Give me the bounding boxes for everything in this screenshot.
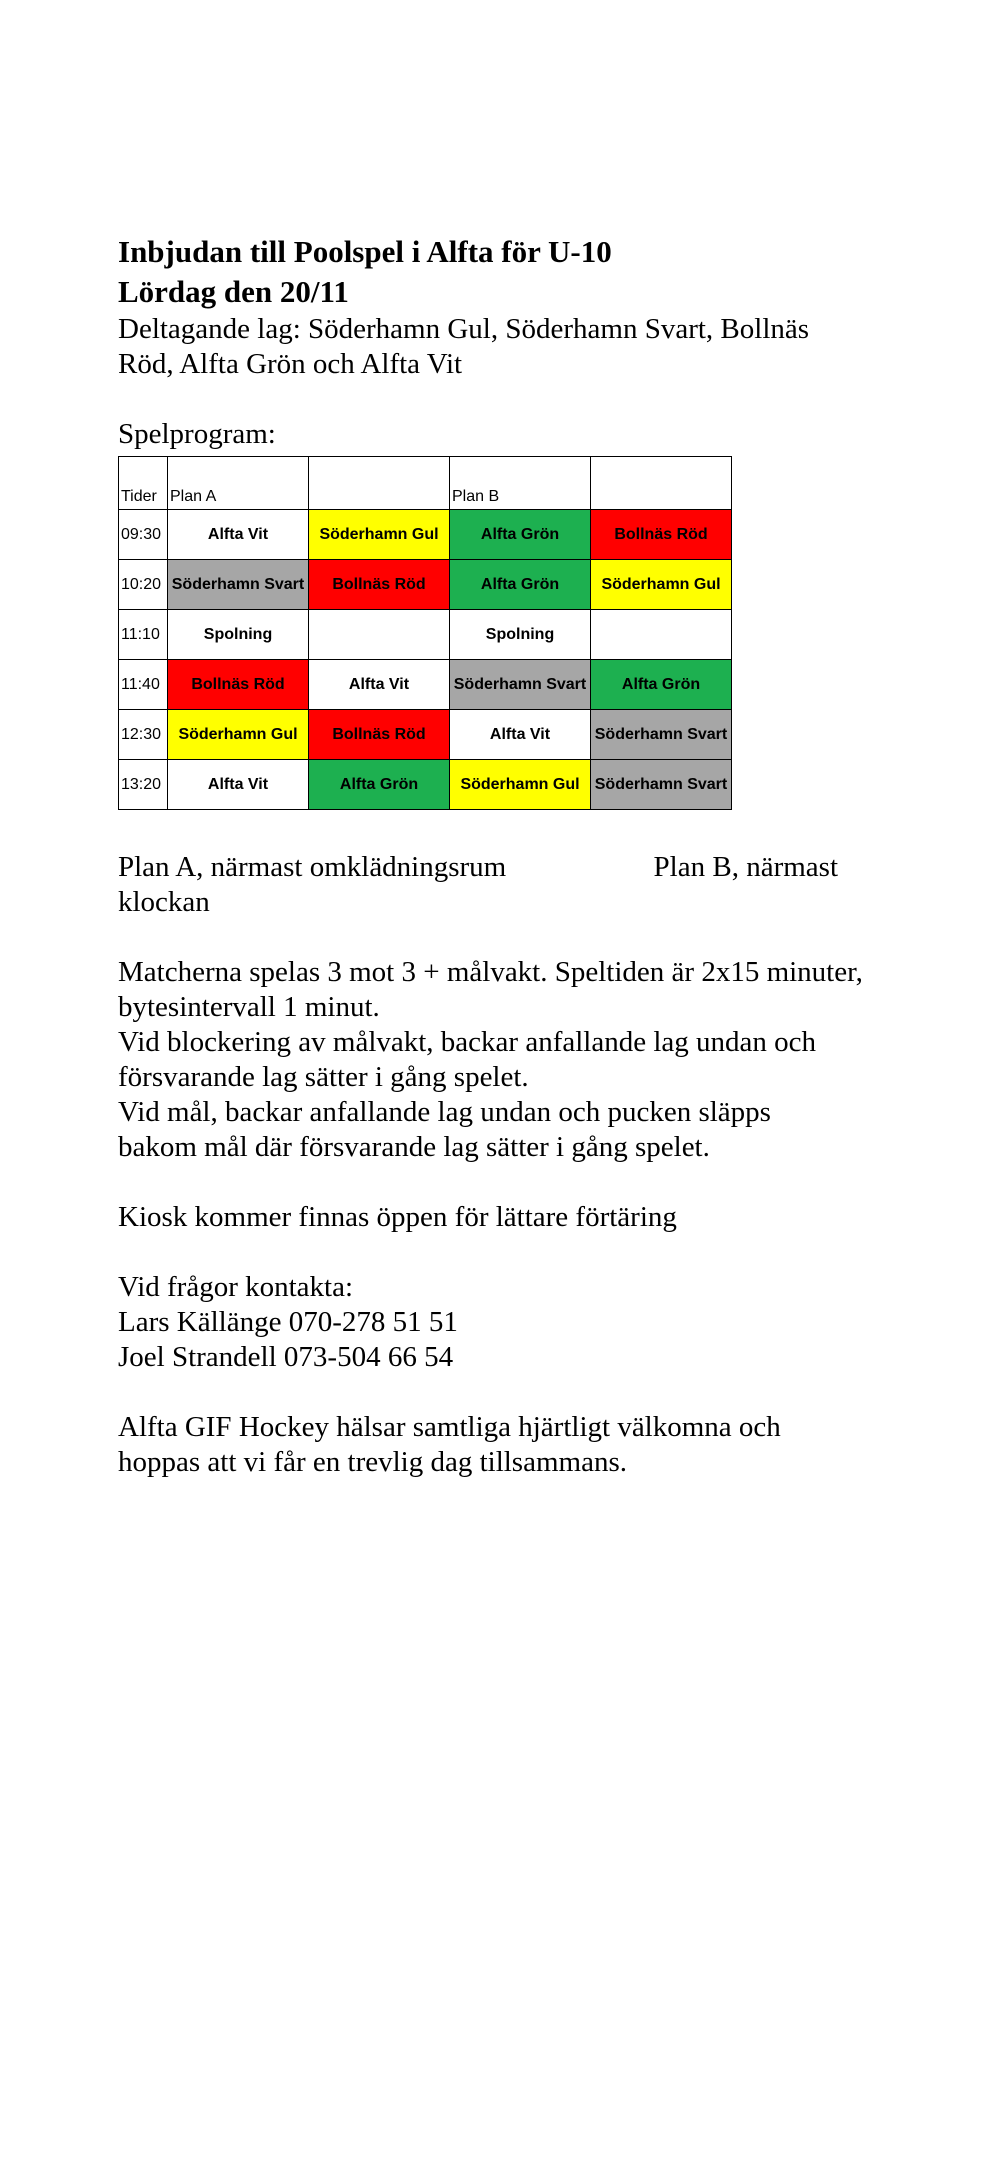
schedule-team-cell: Spolning — [168, 610, 309, 660]
contact-lars: Lars Källänge 070-278 51 51 — [118, 1306, 458, 1338]
rules-paragraph-3: Vid mål, backar anfallande lag undan och pucken släpps bakom mål där försvarande lag sätter i gång spelet. — [118, 1096, 771, 1163]
title-line-2: Lördag den 20/11 — [118, 274, 349, 309]
schedule-team-cell: Söderhamn Svart — [591, 710, 732, 760]
schedule-team-cell: Söderhamn Gul — [168, 710, 309, 760]
rules-paragraph-1: Matcherna spelas 3 mot 3 + målvakt. Speltiden är 2x15 minuter, bytesintervall 1 minut. — [118, 956, 863, 1023]
schedule-team-cell — [591, 610, 732, 660]
plan-b-note-continued: klockan — [118, 886, 210, 918]
rules-paragraph-2: Vid blockering av målvakt, backar anfallande lag undan och försvarande lag sätter i gång spelet. — [118, 1026, 817, 1093]
schedule-time: 11:40 — [119, 660, 168, 710]
contact-label: Vid frågor kontakta: — [118, 1271, 354, 1303]
schedule-team-cell: Alfta Vit — [168, 760, 309, 810]
schedule-time: 13:20 — [119, 760, 168, 810]
schedule-team-cell: Söderhamn Gul — [450, 760, 591, 810]
plan-a-note: Plan A, närmast omklädningsrum — [118, 851, 507, 883]
schedule-team-cell: Alfta Grön — [591, 660, 732, 710]
schedule-team-cell: Söderhamn Gul — [309, 510, 450, 560]
schedule-team-cell: Bollnäs Röd — [309, 710, 450, 760]
schedule-team-cell: Söderhamn Svart — [450, 660, 591, 710]
contact-joel: Joel Strandell 073-504 66 54 — [118, 1341, 454, 1373]
schedule-time: 11:10 — [119, 610, 168, 660]
schedule-row — [119, 710, 732, 760]
header-plan-b: Plan B — [450, 457, 591, 510]
schedule-row — [119, 610, 732, 660]
schedule-team-cell: Alfta Grön — [450, 560, 591, 610]
schedule-row — [119, 560, 732, 610]
schedule-time: 09:30 — [119, 510, 168, 560]
header-plan-b-2 — [591, 457, 732, 510]
schedule-team-cell: Alfta Vit — [450, 710, 591, 760]
schedule-team-cell: Söderhamn Gul — [591, 560, 732, 610]
schedule-team-cell: Bollnäs Röd — [591, 510, 732, 560]
schedule-team-cell: Bollnäs Röd — [168, 660, 309, 710]
closing-text: Alfta GIF Hockey hälsar samtliga hjärtligt välkomna och hoppas att vi får en trevlig dag tillsammans. — [118, 1411, 781, 1478]
schedule-time: 10:20 — [119, 560, 168, 610]
kiosk-text: Kiosk kommer finnas öppen för lättare förtäring — [118, 1201, 677, 1233]
document-body — [118, 232, 898, 1480]
schedule-team-cell: Söderhamn Svart — [591, 760, 732, 810]
schedule-team-cell: Alfta Grön — [450, 510, 591, 560]
schedule-header-row — [119, 457, 732, 510]
title-line-1: Inbjudan till Poolspel i Alfta för U-10 — [118, 234, 612, 269]
schedule-team-cell — [309, 610, 450, 660]
program-label: Spelprogram: — [118, 418, 276, 450]
header-plan-a: Plan A — [168, 457, 309, 510]
schedule-table — [118, 456, 732, 810]
schedule-time: 12:30 — [119, 710, 168, 760]
schedule-team-cell: Söderhamn Svart — [168, 560, 309, 610]
schedule-team-cell: Alfta Vit — [168, 510, 309, 560]
schedule-team-cell: Alfta Grön — [309, 760, 450, 810]
schedule-row — [119, 510, 732, 560]
schedule-team-cell: Bollnäs Röd — [309, 560, 450, 610]
schedule-row — [119, 760, 732, 810]
schedule-team-cell: Alfta Vit — [309, 660, 450, 710]
plan-b-note: Plan B, närmast — [653, 851, 838, 883]
participants-text: Deltagande lag: Söderhamn Gul, Söderhamn Svart, Bollnäs Röd, Alfta Grön och Alfta Vit — [118, 313, 810, 380]
header-plan-a-2 — [309, 457, 450, 510]
plans-note — [118, 850, 838, 885]
schedule-team-cell: Spolning — [450, 610, 591, 660]
header-times: Tider — [119, 457, 168, 510]
schedule-row — [119, 660, 732, 710]
